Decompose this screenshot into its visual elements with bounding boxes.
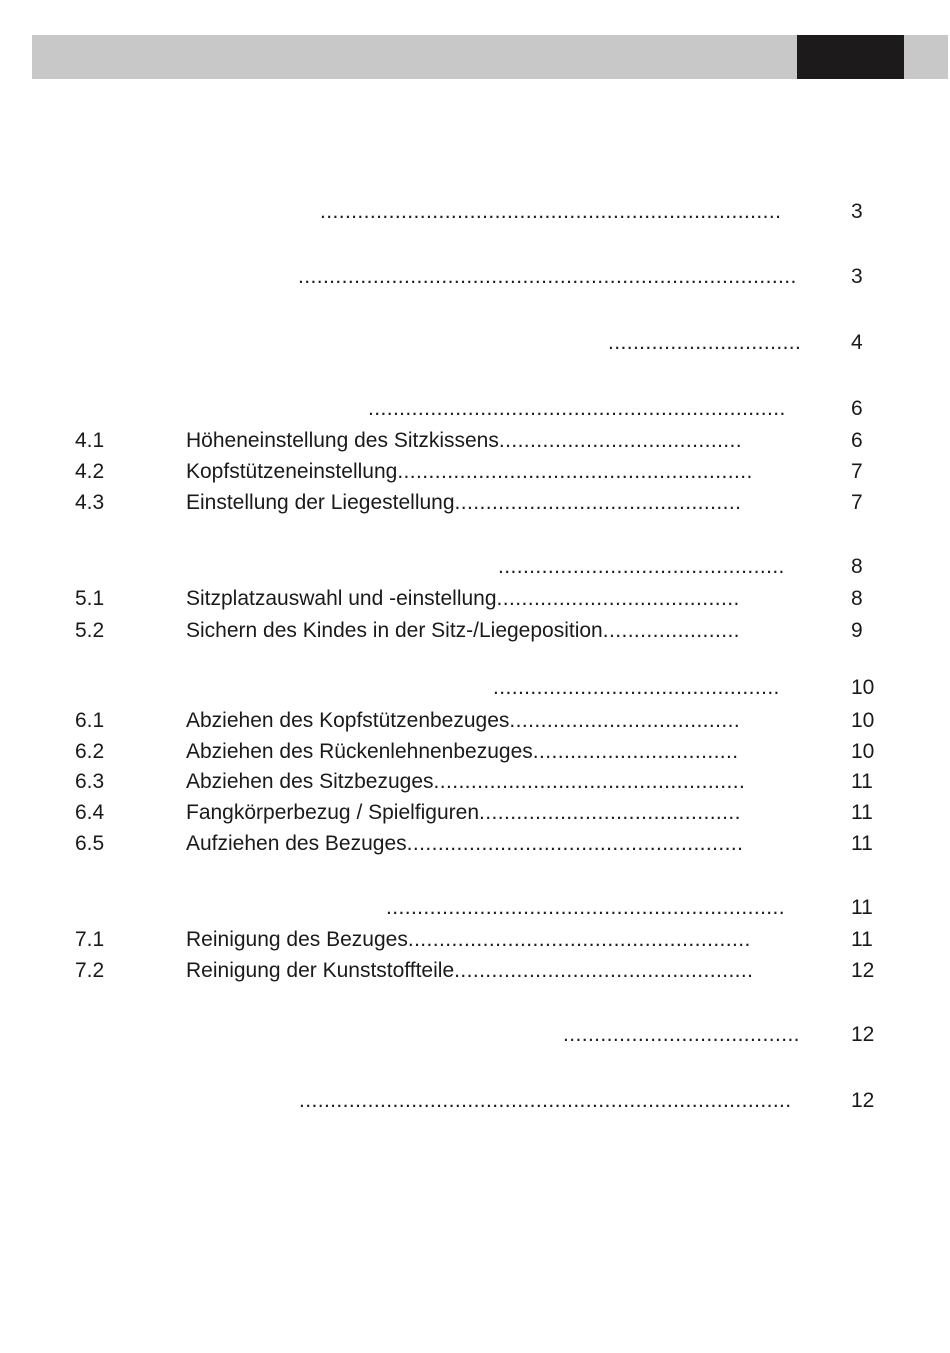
toc-entry-page: 10: [851, 740, 875, 763]
toc-entry[interactable]: [0, 488, 950, 518]
toc-entry-leader: ................................................................: [386, 896, 786, 919]
toc-entry-title: Abziehen des Sitzbezuges: [186, 770, 434, 793]
toc-entry-page: 8: [851, 555, 863, 578]
toc-entry-leader: ................................................: [454, 959, 754, 982]
toc-entry[interactable]: [0, 737, 950, 767]
toc-entry-page: 11: [851, 832, 873, 855]
toc-entry-leader: ..................................................: [433, 770, 746, 793]
toc-entry-leader: ...................................................................: [368, 397, 786, 420]
toc-entry-page: 12: [851, 1089, 875, 1112]
toc-entry-number: 7.1: [75, 928, 105, 951]
toc-entry-number: 4.3: [75, 491, 105, 514]
toc-entry-page: 3: [851, 265, 863, 288]
toc-entry-title: Fangkörperbezug / Spielfiguren: [186, 801, 480, 824]
toc-entry[interactable]: [0, 673, 950, 703]
toc-entry-page: 7: [851, 491, 863, 514]
toc-entry-leader: ......................: [602, 619, 740, 642]
toc-entry-number: 5.1: [75, 587, 105, 610]
toc-entry-title: Sitzplatzauswahl und -einstellung: [186, 587, 497, 610]
toc-entry[interactable]: [0, 328, 950, 358]
toc-entry[interactable]: [0, 426, 950, 456]
toc-entry-page: 4: [851, 331, 863, 354]
toc-entry-leader: ......................................................: [406, 832, 744, 855]
toc-entry-number: 6.4: [75, 801, 105, 824]
toc-entry-number: 4.2: [75, 460, 105, 483]
toc-entry-page: 9: [851, 619, 863, 642]
toc-entry[interactable]: [0, 616, 950, 646]
toc-entry-leader: .......................................: [498, 429, 743, 452]
toc-entry-page: 11: [851, 801, 873, 824]
toc-entry-title: Sichern des Kindes in der Sitz-/Liegeposition: [186, 619, 603, 642]
toc-entry[interactable]: [0, 1020, 950, 1050]
toc-entry-leader: ......................................: [563, 1023, 800, 1046]
toc-entry-leader: ..............................................: [454, 491, 742, 514]
toc-entry-number: 6.5: [75, 832, 105, 855]
toc-entry-number: 5.2: [75, 619, 105, 642]
toc-entry-page: 6: [851, 429, 863, 452]
toc-entry[interactable]: [0, 394, 950, 424]
toc-entry[interactable]: [0, 893, 950, 923]
toc-entry-number: 6.1: [75, 709, 105, 732]
toc-entry[interactable]: [0, 457, 950, 487]
toc-entry-number: 6.3: [75, 770, 105, 793]
toc-entry-leader: ...............................................................................: [299, 1089, 792, 1112]
toc-entry-page: 7: [851, 460, 863, 483]
toc-entry[interactable]: [0, 798, 950, 828]
toc-entry[interactable]: [0, 584, 950, 614]
toc-entry[interactable]: [0, 956, 950, 986]
toc-entry[interactable]: [0, 552, 950, 582]
toc-entry-page: 12: [851, 959, 875, 982]
toc-entry-title: Kopfstützeneinstellung: [186, 460, 398, 483]
toc-entry-leader: .......................................: [496, 587, 740, 610]
toc-entry-leader: .......................................................: [407, 928, 751, 951]
toc-entry-page: 10: [851, 676, 875, 699]
toc-entry-leader: ..........................................: [479, 801, 741, 824]
toc-entry-page: 11: [851, 928, 873, 951]
toc-entry-leader: .................................: [532, 740, 739, 763]
toc-entry-leader: ..........................................................................: [320, 200, 782, 223]
toc-entry-title: Einstellung der Liegestellung: [186, 491, 455, 514]
toc-entry-page: 6: [851, 397, 863, 420]
header-page-tab: [797, 35, 904, 79]
toc-entry-title: Abziehen des Rückenlehnenbezuges: [186, 740, 533, 763]
toc-entry-title: Reinigung des Bezuges: [186, 928, 408, 951]
toc-entry-page: 12: [851, 1023, 875, 1046]
toc-entry[interactable]: [0, 829, 950, 859]
toc-entry[interactable]: [0, 767, 950, 797]
toc-entry-page: 11: [851, 896, 873, 919]
toc-entry[interactable]: [0, 197, 950, 227]
toc-entry-title: Aufziehen des Bezuges: [186, 832, 407, 855]
toc-entry[interactable]: [0, 262, 950, 292]
toc-entry-page: 3: [851, 200, 863, 223]
toc-entry-title: Abziehen des Kopfstützenbezuges: [186, 709, 510, 732]
toc-entry-leader: ..............................................: [498, 555, 785, 578]
toc-entry-leader: ...............................: [608, 331, 802, 354]
toc-entry[interactable]: [0, 706, 950, 736]
toc-entry-number: 4.1: [75, 429, 105, 452]
toc-entry-leader: ................................................................................: [298, 265, 797, 288]
toc-entry[interactable]: [0, 1086, 950, 1116]
toc-entry-leader: .........................................................: [397, 460, 753, 483]
toc-entry[interactable]: [0, 925, 950, 955]
toc-entry-number: 6.2: [75, 740, 105, 763]
toc-entry-page: 11: [851, 770, 873, 793]
toc-entry-title: Reinigung der Kunststoffteile: [186, 959, 455, 982]
toc-entry-page: 8: [851, 587, 863, 610]
toc-entry-leader: ..............................................: [493, 676, 780, 699]
toc-entry-leader: .....................................: [509, 709, 741, 732]
toc-entry-title: Höheneinstellung des Sitzkissens: [186, 429, 499, 452]
toc-entry-number: 7.2: [75, 959, 105, 982]
toc-entry-page: 10: [851, 709, 875, 732]
